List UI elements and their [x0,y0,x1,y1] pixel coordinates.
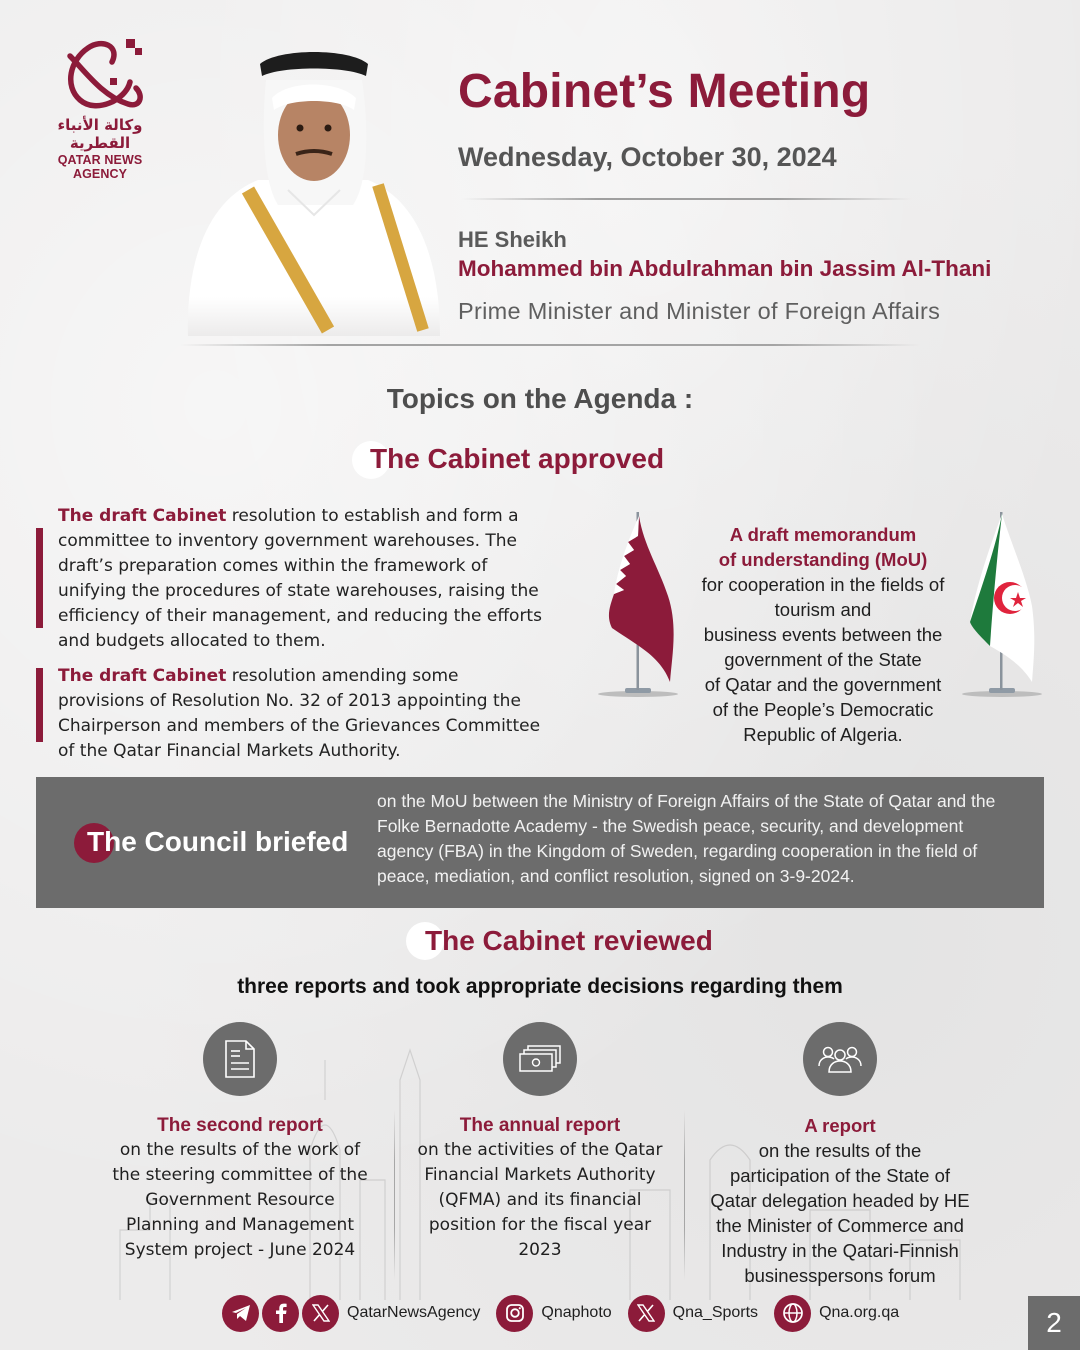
mou-line: of Qatar and the government [704,674,942,695]
facebook-icon[interactable] [262,1295,299,1332]
honorific: HE Sheikh [458,227,567,252]
qna-emblem-icon [50,36,150,114]
report-title: A report [804,1115,876,1136]
instagram-icon[interactable] [496,1295,533,1332]
document-icon [222,1039,258,1079]
telegram-icon[interactable] [222,1295,259,1332]
report-icon-circle [803,1022,877,1096]
report-title: The second report [157,1115,323,1136]
approved-heading-block [352,441,665,474]
qatar-flag-icon [598,506,680,702]
resolution-highlight: The draft Cabinet [58,506,227,526]
official-name: Mohammed bin Abdulrahman bin Jassim Al-Thani [458,256,992,281]
social-handle[interactable]: Qnaphoto [541,1304,612,1321]
resolution-text: resolution to establish and form a committee to inventory government warehouses. The draft’s preparation comes within the framework of unifying the procedures of state warehouses, raising the efficiency of their management, and reducing the efforts and budgets allocated to them. [58,506,542,651]
logo-english-text: QATAR NEWS AGENCY [57,153,143,181]
page-number: 2 [1028,1296,1080,1350]
resolution-item [36,504,546,654]
globe-icon[interactable] [774,1295,811,1332]
logo-arabic-text: وكالة الأنباء القطرية [57,116,143,152]
reviewed-heading: The Cabinet reviewed [425,925,713,956]
divider [684,1110,685,1280]
accent-bar [36,528,43,628]
social-handle[interactable]: QatarNewsAgency [347,1304,481,1321]
mou-line: Republic of Algeria. [743,724,903,745]
official-role: Prime Minister and Minister of Foreign Affairs [458,298,941,324]
page-title: Cabinet’s Meeting [458,65,871,118]
report-icon-circle [503,1022,577,1096]
mou-block [700,522,946,747]
report-card [710,1022,970,1288]
group-icon [817,1044,863,1074]
social-handle[interactable]: Qna_Sports [672,1304,759,1321]
mou-line: of the People’s Democratic [712,699,934,720]
x-icon[interactable] [302,1295,339,1332]
mou-line: government of the State [724,649,922,670]
council-text: on the MoU between the Ministry of Foreign Affairs of the State of Qatar and the Folke Bernadotte Academy - the Swedish peace, security, and development agency (FBA) in the Kingdom of Sweden, regarding cooperation in the field of peace, mediation, and conflict resolution, signed on 3-9-2024. [377,791,996,886]
mou-title-line1: A draft memorandum [729,524,917,545]
report-card [110,1022,370,1263]
mou-line: tourism and [774,599,872,620]
meeting-date: Wednesday, October 30, 2024 [458,142,837,172]
mou-title-line2: of understanding (MoU) [718,549,928,570]
agenda-heading: Topics on the Agenda : [386,383,694,414]
divider [394,1110,395,1280]
x-icon[interactable] [628,1295,665,1332]
approved-heading: The Cabinet approved [370,443,665,474]
resolution-text: resolution amending some provisions of Resolution No. 32 of 2013 appointing the Chairperson and members of the Grievances Committee of the Qatar Financial Markets Authority. [58,666,541,761]
accent-bar [36,668,43,742]
report-title: The annual report [459,1115,621,1136]
report-body: on the results of the work of the steering committee of the Government Resource Planning and Management System project - June 2024 [112,1140,368,1260]
resolution-highlight: The draft Cabinet [58,666,227,686]
social-footer [222,1294,915,1332]
report-body: on the results of the participation of the State of Qatar delegation headed by HE the Minister of Commerce and Industry in the Qatari-Finnish businesspersons forum [710,1140,970,1286]
social-handle[interactable]: Qna.org.qa [819,1304,900,1321]
mou-line: business events between the [703,624,943,645]
resolution-item [36,664,546,764]
council-heading: The Council briefed [87,826,349,857]
mou-line: for cooperation in the fields of [701,574,945,595]
divider [180,344,920,346]
report-body: on the activities of the Qatar Financial Markets Authority (QFMA) and its financial position for the fiscal year 2023 [417,1140,663,1260]
reviewed-subheading: three reports and took appropriate decisions regarding them [237,975,843,998]
prime-minister-portrait [178,40,448,336]
report-card [410,1022,670,1263]
reviewed-heading-block [406,922,713,956]
qna-logo [30,36,170,181]
divider [462,198,912,200]
algeria-flag-icon [960,506,1044,702]
money-icon [516,1044,564,1074]
report-icon-circle [203,1022,277,1096]
